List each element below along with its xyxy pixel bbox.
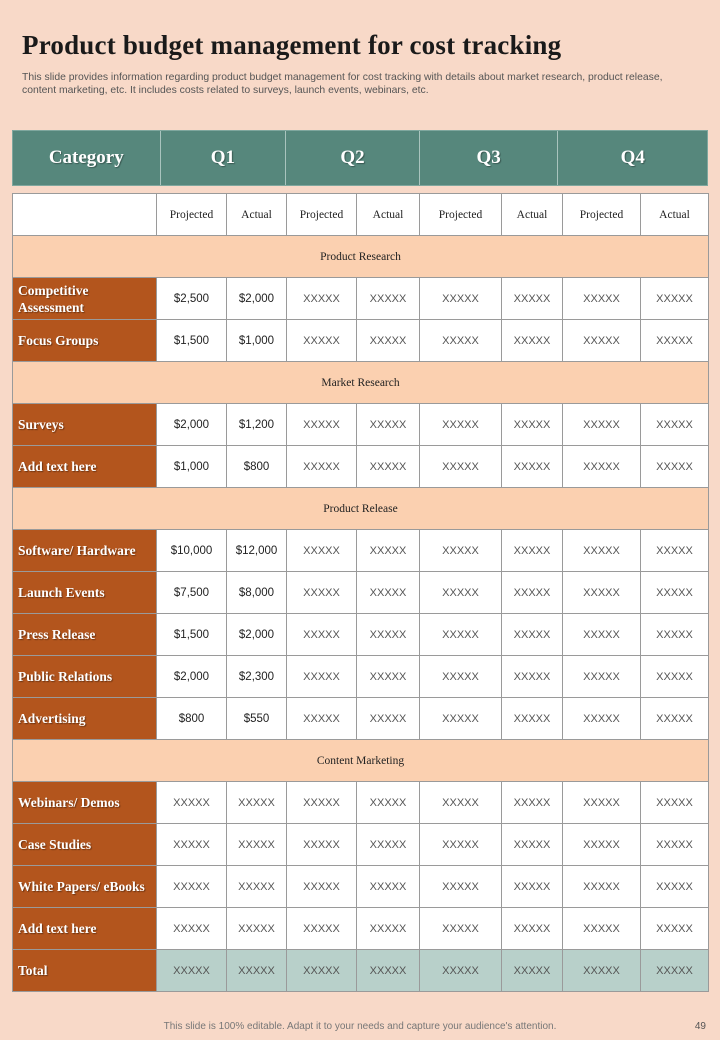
column-label: Projected	[563, 194, 641, 236]
quarter-header-q1: Q1	[161, 131, 287, 185]
total-cell: XXXXX	[420, 950, 502, 992]
table-cell: $1,200	[227, 404, 287, 446]
table-cell: XXXXX	[420, 824, 502, 866]
table-row	[13, 278, 709, 320]
table-cell: XXXXX	[502, 656, 563, 698]
table-cell: $1,000	[157, 446, 227, 488]
table-cell: XXXXX	[357, 698, 420, 740]
table-cell: $10,000	[157, 530, 227, 572]
table-cell: $550	[227, 698, 287, 740]
page-title: Product budget management for cost tracking	[22, 30, 562, 60]
table-cell: XXXXX	[357, 782, 420, 824]
table-cell: $1,000	[227, 320, 287, 362]
table-cell: XXXXX	[502, 278, 563, 320]
total-cell: XXXXX	[357, 950, 420, 992]
table-cell: XXXXX	[287, 404, 357, 446]
table-cell: XXXXX	[641, 614, 709, 656]
table-cell: XXXXX	[420, 614, 502, 656]
table-cell: XXXXX	[563, 320, 641, 362]
table-cell: XXXXX	[157, 782, 227, 824]
table-cell: XXXXX	[502, 530, 563, 572]
column-label: Projected	[420, 194, 502, 236]
table-cell: XXXXX	[502, 446, 563, 488]
table-cell: XXXXX	[287, 656, 357, 698]
table-cell: XXXXX	[420, 866, 502, 908]
table-cell: XXXXX	[420, 530, 502, 572]
column-label: Actual	[357, 194, 420, 236]
table-cell: XXXXX	[641, 782, 709, 824]
row-label: Software/ Hardware	[13, 530, 157, 572]
table-cell: XXXXX	[563, 614, 641, 656]
section-title: Market Research	[13, 362, 709, 404]
table-cell: $2,000	[227, 614, 287, 656]
table-row	[13, 908, 709, 950]
row-label: Advertising	[13, 698, 157, 740]
table-cell: XXXXX	[420, 656, 502, 698]
table-cell: XXXXX	[227, 782, 287, 824]
section-header-row	[13, 488, 709, 530]
category-header: Category	[13, 131, 161, 185]
quarter-header-q3: Q3	[420, 131, 559, 185]
table-cell: $2,500	[157, 278, 227, 320]
table-cell: XXXXX	[227, 824, 287, 866]
table-cell: $12,000	[227, 530, 287, 572]
row-label: Competitive Assessment	[13, 278, 157, 320]
table-row	[13, 446, 709, 488]
table-cell: $2,000	[157, 404, 227, 446]
total-cell: XXXXX	[502, 950, 563, 992]
table-cell: XXXXX	[157, 866, 227, 908]
table-cell: XXXXX	[287, 824, 357, 866]
table-cell: XXXXX	[563, 530, 641, 572]
table-cell: XXXXX	[641, 824, 709, 866]
table-cell: XXXXX	[420, 782, 502, 824]
table-cell: XXXXX	[420, 320, 502, 362]
table-cell: $8,000	[227, 572, 287, 614]
total-cell: XXXXX	[563, 950, 641, 992]
table-row	[13, 530, 709, 572]
blank-corner-cell	[13, 194, 157, 236]
table-cell: XXXXX	[357, 908, 420, 950]
table-row	[13, 698, 709, 740]
row-label: Case Studies	[13, 824, 157, 866]
column-label: Actual	[502, 194, 563, 236]
table-cell: XXXXX	[641, 278, 709, 320]
table-cell: XXXXX	[563, 866, 641, 908]
table-cell: XXXXX	[641, 320, 709, 362]
section-header-row	[13, 236, 709, 278]
table-row	[13, 404, 709, 446]
page-subtitle: This slide provides information regarding product budget management for cost tracking with details about market research, product release, content marketing, etc. It includes costs related to surveys, launch events, webinars, etc.	[22, 72, 663, 96]
table-cell: XXXXX	[502, 782, 563, 824]
quarter-header-q2: Q2	[286, 131, 420, 185]
table-cell: XXXXX	[287, 698, 357, 740]
table-cell: XXXXX	[420, 404, 502, 446]
row-label: Launch Events	[13, 572, 157, 614]
row-label: Add text here	[13, 908, 157, 950]
table-cell: XXXXX	[502, 404, 563, 446]
table-cell: XXXXX	[641, 572, 709, 614]
table-cell: XXXXX	[563, 824, 641, 866]
row-label: Add text here	[13, 446, 157, 488]
table-cell: XXXXX	[287, 446, 357, 488]
table-cell: XXXXX	[563, 698, 641, 740]
table-cell: XXXXX	[287, 782, 357, 824]
quarter-header-q4: Q4	[558, 131, 707, 185]
column-label: Actual	[641, 194, 709, 236]
table-cell: XXXXX	[287, 572, 357, 614]
table-cell: XXXXX	[563, 572, 641, 614]
table-cell: XXXXX	[502, 908, 563, 950]
table-cell: $800	[227, 446, 287, 488]
table-cell: XXXXX	[287, 908, 357, 950]
row-label: Surveys	[13, 404, 157, 446]
column-label: Projected	[157, 194, 227, 236]
table-cell: XXXXX	[641, 866, 709, 908]
column-labels-row	[13, 194, 709, 236]
table-cell: XXXXX	[641, 698, 709, 740]
table-cell: XXXXX	[563, 446, 641, 488]
footer-note: This slide is 100% editable. Adapt it to your needs and capture your audience's attention.	[163, 1021, 557, 1032]
table-row	[13, 824, 709, 866]
table-cell: $800	[157, 698, 227, 740]
table-cell: XXXXX	[502, 572, 563, 614]
table-cell: XXXXX	[227, 908, 287, 950]
table-cell: XXXXX	[287, 866, 357, 908]
page-number: 49	[694, 1021, 706, 1032]
table-cell: XXXXX	[357, 404, 420, 446]
total-cell: XXXXX	[157, 950, 227, 992]
table-cell: XXXXX	[357, 530, 420, 572]
table-cell: XXXXX	[420, 572, 502, 614]
table-row	[13, 614, 709, 656]
row-label: Focus Groups	[13, 320, 157, 362]
table-cell: $1,500	[157, 320, 227, 362]
table-row	[13, 782, 709, 824]
row-label: Public Relations	[13, 656, 157, 698]
table-cell: XXXXX	[357, 656, 420, 698]
table-cell: $7,500	[157, 572, 227, 614]
table-cell: XXXXX	[563, 782, 641, 824]
table-cell: $2,300	[227, 656, 287, 698]
table-cell: XXXXX	[502, 698, 563, 740]
table-cell: XXXXX	[420, 278, 502, 320]
table-cell: XXXXX	[641, 656, 709, 698]
table-cell: XXXXX	[357, 320, 420, 362]
table-row	[13, 320, 709, 362]
section-title: Product Research	[13, 236, 709, 278]
total-label: Total	[13, 950, 157, 992]
row-label: Press Release	[13, 614, 157, 656]
table-cell: XXXXX	[157, 908, 227, 950]
quarter-header-band	[12, 130, 708, 186]
table-cell: XXXXX	[357, 446, 420, 488]
table-cell: XXXXX	[641, 404, 709, 446]
total-row	[13, 950, 709, 992]
table-cell: $1,500	[157, 614, 227, 656]
table-cell: XXXXX	[357, 572, 420, 614]
table-cell: $2,000	[157, 656, 227, 698]
table-cell: XXXXX	[357, 866, 420, 908]
column-label: Projected	[287, 194, 357, 236]
table-cell: XXXXX	[420, 908, 502, 950]
table-cell: XXXXX	[641, 446, 709, 488]
table-cell: XXXXX	[357, 824, 420, 866]
table-cell: XXXXX	[502, 320, 563, 362]
total-cell: XXXXX	[287, 950, 357, 992]
table-cell: XXXXX	[287, 530, 357, 572]
table-cell: XXXXX	[563, 404, 641, 446]
table-cell: XXXXX	[641, 908, 709, 950]
column-label: Actual	[227, 194, 287, 236]
table-cell: XXXXX	[357, 278, 420, 320]
table-row	[13, 866, 709, 908]
table-cell: XXXXX	[502, 824, 563, 866]
section-title: Product Release	[13, 488, 709, 530]
section-title: Content Marketing	[13, 740, 709, 782]
total-cell: XXXXX	[227, 950, 287, 992]
table-cell: XXXXX	[563, 278, 641, 320]
table-cell: XXXXX	[287, 614, 357, 656]
table-cell: XXXXX	[420, 698, 502, 740]
total-cell: XXXXX	[641, 950, 709, 992]
table-cell: XXXXX	[287, 278, 357, 320]
section-header-row	[13, 362, 709, 404]
table-cell: XXXXX	[287, 320, 357, 362]
table-cell: XXXXX	[502, 866, 563, 908]
table-cell: XXXXX	[420, 446, 502, 488]
row-label: Webinars/ Demos	[13, 782, 157, 824]
row-label: White Papers/ eBooks	[13, 866, 157, 908]
table-cell: XXXXX	[227, 866, 287, 908]
budget-table	[12, 193, 709, 992]
table-cell: XXXXX	[641, 530, 709, 572]
table-cell: $2,000	[227, 278, 287, 320]
table-row	[13, 572, 709, 614]
table-cell: XXXXX	[157, 824, 227, 866]
table-cell: XXXXX	[563, 656, 641, 698]
table-row	[13, 656, 709, 698]
table-cell: XXXXX	[357, 614, 420, 656]
section-header-row	[13, 740, 709, 782]
table-cell: XXXXX	[563, 908, 641, 950]
table-cell: XXXXX	[502, 614, 563, 656]
